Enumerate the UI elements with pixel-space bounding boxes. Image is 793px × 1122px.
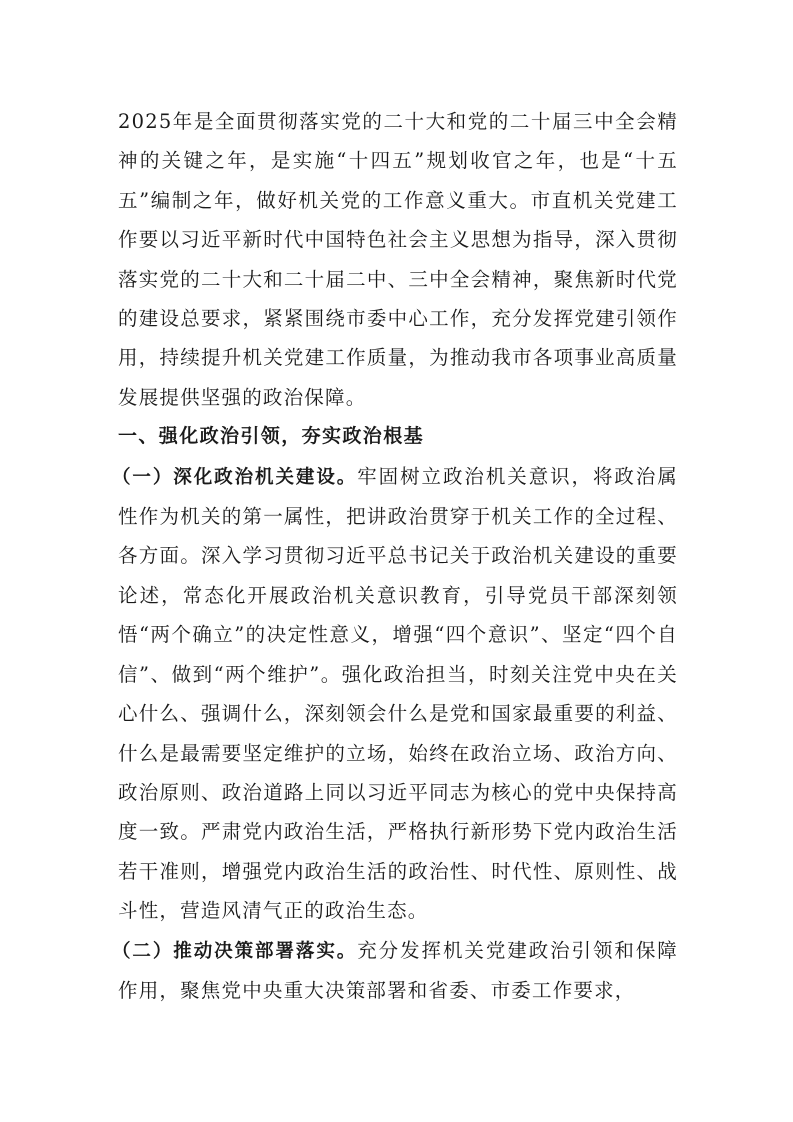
- item-body-1: 牢固树立政治机关意识，将政治属性作为机关的第一属性，把讲政治贯穿于机关工作的全过程、各方面。深入学习贯彻习近平总书记关于政治机关建设的重要论述，常态化开展政治机关意识教育，引导党员干部深刻领悟“两个确立”的决定性意义，增强“四个意识”、坚定“四个自信”、做到“两个维护”。强化政治担当，时刻关注党中央在关心什么、强调什么，深刻领会什么是党和国家最重要的利益、什么是最需要坚定维护的立场，始终在政治立场、政治方向、政治原则、政治道路上同以习近平同志为核心的党中央保持高度一致。严肃党内政治生活，严格执行新形势下党内政治生活若干准则，增强党内政治生活的政治性、时代性、原则性、战斗性，营造风清气正的政治生态。: [118, 464, 678, 923]
- document-body: [112, 102, 678, 1010]
- intro-paragraph: 2025年是全面贯彻落实党的二十大和党的二十届三中全会精神的关键之年，是实施“十四五”规划收官之年，也是“十五五”编制之年，做好机关党的工作意义重大。市直机关党建工作要以习近平新时代中国特色社会主义思想为指导，深入贯彻落实党的二十大和二十届二中、三中全会精神，聚焦新时代党的建设总要求，紧紧围绕市委中心工作，充分发挥党建引领作用，持续提升机关党建工作质量，为推动我市各项事业高质量发展提供坚强的政治保障。: [118, 110, 678, 409]
- item-paragraph-1: [112, 457, 678, 931]
- item-body-2: 充分发挥机关党建政治引领和保障作用，聚焦党中央重大决策部署和省委、市委工作要求，: [118, 938, 678, 1002]
- item-title-2: （二）推动决策部署落实。: [112, 940, 358, 962]
- item-paragraph-2: [112, 931, 678, 1011]
- item-title-1: （一）深化政治机关建设。: [112, 466, 358, 488]
- section-heading: 一、强化政治引领，夯实政治根基: [118, 425, 425, 448]
